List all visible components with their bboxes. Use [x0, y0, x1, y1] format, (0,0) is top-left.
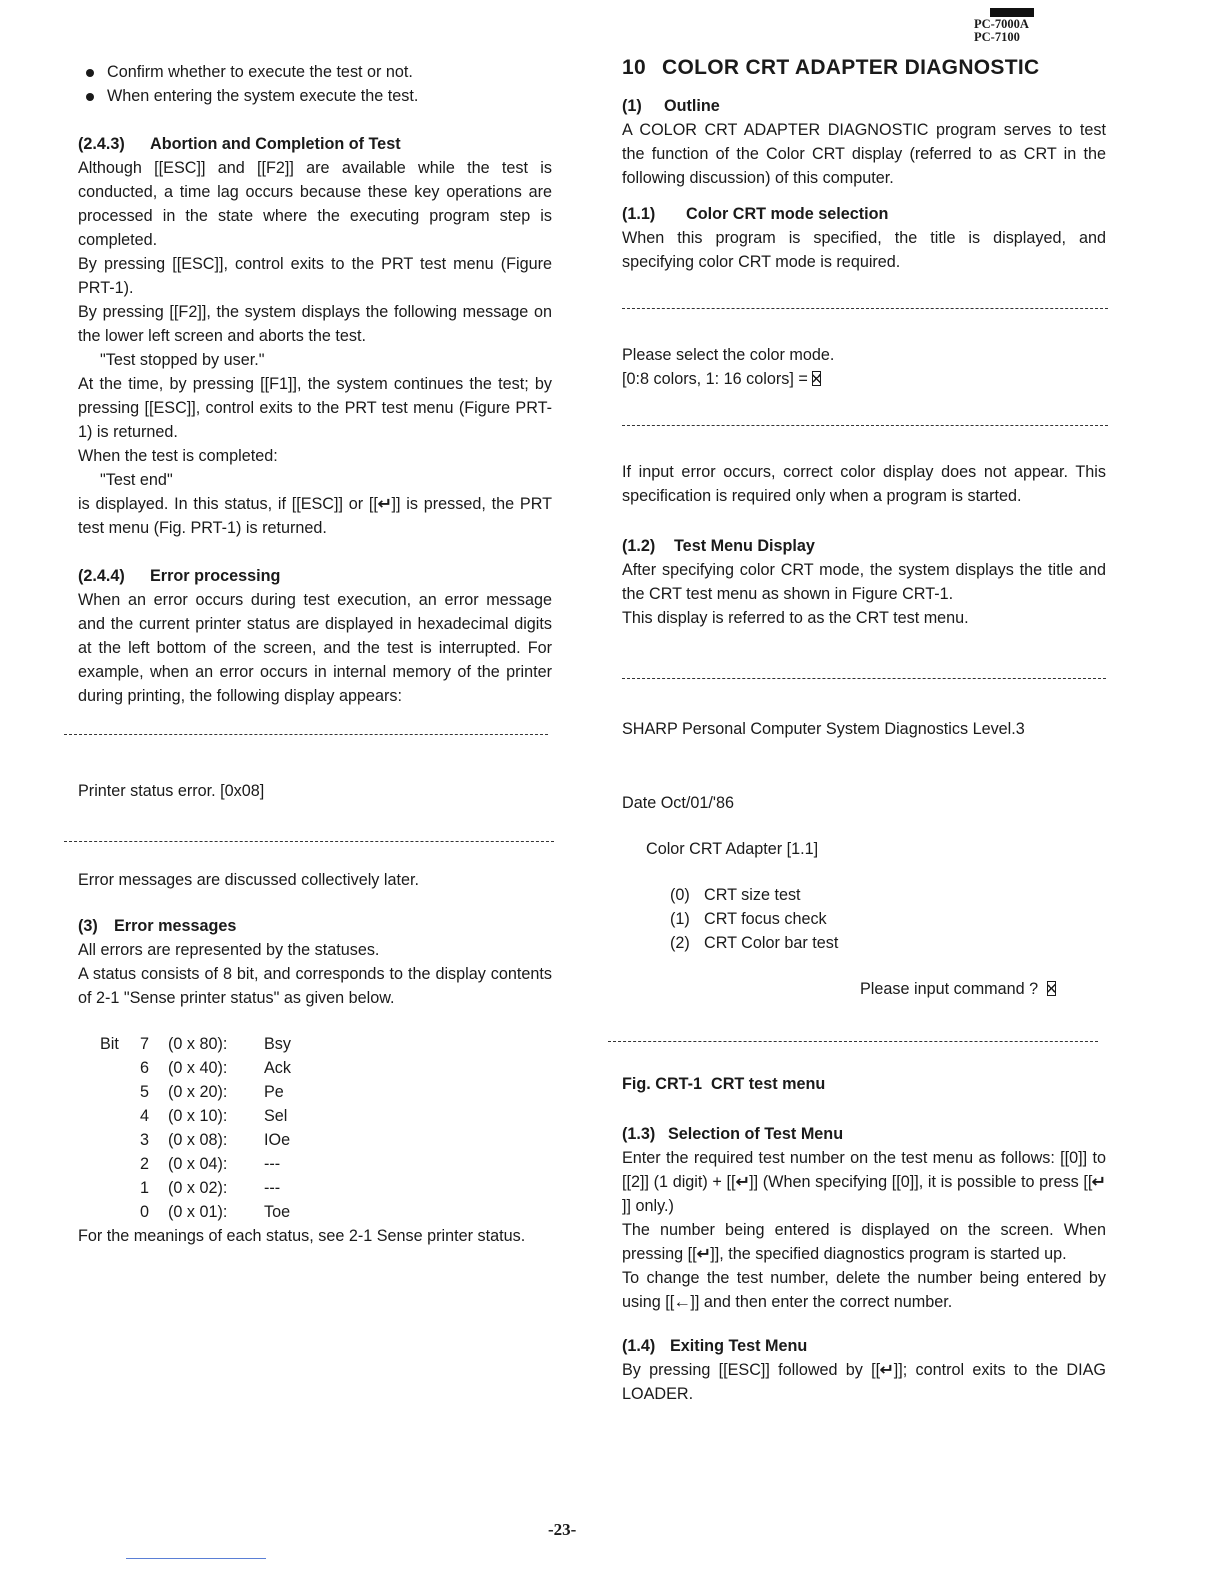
cursor-block-icon — [1047, 981, 1056, 996]
bit-number: 5 — [140, 1083, 150, 1101]
text-run: ]] (When specifying [[0]], it is possible to press [[ — [749, 1173, 1093, 1191]
text-run: ]] and then enter the correct number. — [690, 1293, 953, 1311]
footer-rule — [126, 1558, 266, 1559]
menu-item-label: CRT Color bar test — [704, 934, 839, 952]
section-number: (1.3) — [622, 1125, 656, 1143]
section-heading-1-2 — [622, 534, 1106, 558]
bit-hex: (0 x 40): — [168, 1059, 228, 1077]
chapter-number: 10 — [622, 56, 646, 79]
menu-item-label: CRT focus check — [704, 910, 827, 928]
text-run: is displayed. In this status, if [[ESC]] or [[ — [78, 495, 378, 513]
menu-item-label: CRT size test — [704, 886, 801, 904]
screen-divider-top — [622, 678, 1106, 679]
bit-number: 4 — [140, 1107, 150, 1125]
crt-menu — [622, 883, 1106, 955]
paragraph: At the time, by pressing [[F1]], the system continues the test; by pressing [[ESC]], control exits to the PRT test menu (Figure PRT-1) is returned. — [78, 375, 552, 441]
bit-hex: (0 x 10): — [168, 1107, 228, 1125]
section-title: Error processing — [150, 567, 281, 585]
paragraph: If input error occurs, correct color display does not appear. This specification is required only when a program is started. — [622, 463, 1106, 505]
menu-item — [670, 907, 1106, 931]
paragraph — [622, 1266, 1106, 1314]
text-run: ]]; control exits to the DIAG LOADER. — [622, 1361, 1106, 1403]
section-number: (1) — [622, 97, 642, 115]
paragraph: By pressing [[ESC]], control exits to the PRT test menu (Figure PRT-1). — [78, 255, 552, 297]
section-heading-1-3 — [622, 1122, 1106, 1146]
bit-hex: (0 x 08): — [168, 1131, 228, 1149]
screen-date: Date Oct/01/'86 — [622, 794, 734, 812]
bit-name: Ack — [264, 1059, 291, 1077]
menu-item — [670, 931, 1106, 955]
model-header — [974, 18, 1029, 44]
right-column — [622, 56, 1106, 1406]
screen-text: Printer status error. [0x08] — [78, 782, 265, 800]
bit-name: Bsy — [264, 1035, 291, 1053]
bullet-item: When entering the system execute the test. — [78, 84, 552, 108]
menu-item-id: (0) — [670, 886, 690, 904]
screen-text: Please select the color mode. — [622, 346, 835, 364]
command-prompt — [622, 977, 1106, 1001]
model-b: PC-7100 — [974, 30, 1020, 44]
section-heading-3 — [78, 914, 552, 938]
text-run: ]], the specified diagnostics program is started up. — [710, 1245, 1067, 1263]
quoted-message: "Test end" — [100, 471, 173, 489]
bit-name: Toe — [264, 1203, 291, 1221]
screen-divider-bottom — [608, 1041, 1098, 1042]
section-heading-2-4-4 — [78, 564, 552, 588]
text-run: The number being entered is displayed on the screen. When pressing [[ — [622, 1221, 1106, 1263]
bit-row — [100, 1176, 552, 1200]
backspace-key-icon: ← — [673, 1293, 692, 1311]
text-run: ]] only.) — [622, 1197, 674, 1215]
bit-name: Sel — [264, 1107, 288, 1125]
page-number: -23- — [548, 1520, 577, 1539]
enter-key-icon: ↵ — [377, 495, 393, 513]
bit-row — [100, 1032, 552, 1056]
screen-text — [622, 367, 1106, 391]
bit-row — [100, 1080, 552, 1104]
bit-hex: (0 x 04): — [168, 1155, 228, 1173]
paragraph: Although [[ESC]] and [[F2]] are available while the test is conducted, a time lag occurs because these key operations are processed in the state where the executing program step is completed. — [78, 159, 552, 249]
bit-row — [100, 1104, 552, 1128]
section-title: Error messages — [114, 917, 237, 935]
bit-table — [78, 1032, 552, 1224]
bit-number: 6 — [140, 1059, 150, 1077]
screen-divider-top — [64, 734, 548, 735]
paragraph: A status consists of 8 bit, and corresponds to the display contents of 2-1 "Sense printer status" as given below. — [78, 965, 552, 1007]
section-title: Test Menu Display — [674, 537, 815, 555]
bit-hex: (0 x 80): — [168, 1035, 228, 1053]
paragraph: Error messages are discussed collectively later. — [78, 871, 419, 889]
section-number: (2.4.4) — [78, 567, 125, 585]
paragraph: After specifying color CRT mode, the system displays the title and the CRT test menu as shown in Figure CRT-1. — [622, 561, 1106, 603]
screen-divider-bottom — [64, 841, 554, 842]
left-column — [78, 56, 552, 1248]
text-run: By pressing [[ESC]] followed by [[ — [622, 1361, 881, 1379]
paragraph: By pressing [[F2]], the system displays the following message on the lower left screen and aborts the test. — [78, 303, 552, 345]
section-number: (3) — [78, 917, 98, 935]
paragraph: When this program is specified, the title is displayed, and specifying color CRT mode is required. — [622, 229, 1106, 271]
section-heading-1 — [622, 94, 1106, 118]
bit-name: Pe — [264, 1083, 284, 1101]
screen-divider-bottom — [622, 425, 1108, 426]
screen-prompt: [0:8 colors, 1: 16 colors] = — [622, 370, 808, 388]
section-number: (2.4.3) — [78, 135, 125, 153]
enter-key-icon: ↵ — [879, 1361, 895, 1379]
bit-row — [100, 1152, 552, 1176]
quoted-message: "Test stopped by user." — [100, 351, 265, 369]
cursor-block-icon — [812, 371, 821, 386]
paragraph: When the test is completed: — [78, 447, 278, 465]
section-title: Abortion and Completion of Test — [150, 135, 401, 153]
bit-label: Bit — [100, 1035, 119, 1053]
chapter-title — [622, 56, 1106, 80]
enter-key-icon: ↵ — [734, 1173, 750, 1191]
text-run: To change the test number, delete the number being entered by using [[ — [622, 1269, 1106, 1311]
section-heading-1-1 — [622, 202, 1106, 226]
section-title: Exiting Test Menu — [670, 1337, 808, 1355]
enter-key-icon: ↵ — [1091, 1173, 1107, 1191]
text-run: ]] is pressed, the PRT test menu (Fig. PRT-1) is returned. — [78, 495, 552, 537]
bit-row — [100, 1200, 552, 1224]
model-a: PC-7000A — [974, 17, 1029, 31]
text-run: Enter the required test number on the test menu as follows: [[0]] to [[2]] (1 digit) + [[ — [622, 1149, 1106, 1191]
bit-row — [100, 1056, 552, 1080]
paragraph: A COLOR CRT ADAPTER DIAGNOSTIC program serves to test the function of the Color CRT display (referred to as CRT in the following discussion) of this computer. — [622, 121, 1106, 187]
paragraph — [622, 1218, 1106, 1266]
bit-number: 2 — [140, 1155, 150, 1173]
section-heading-1-4 — [622, 1334, 1106, 1358]
bit-name: IOe — [264, 1131, 291, 1149]
screen-divider-top — [622, 308, 1108, 309]
menu-item — [670, 883, 1106, 907]
section-number: (1.4) — [622, 1337, 656, 1355]
paragraph: This display is referred to as the CRT test menu. — [622, 609, 969, 627]
bit-number: 1 — [140, 1179, 150, 1197]
paragraph: All errors are represented by the statuses. — [78, 941, 380, 959]
screen-title: SHARP Personal Computer System Diagnostics Level.3 — [622, 720, 1025, 738]
bit-hex: (0 x 02): — [168, 1179, 228, 1197]
screen-adapter: Color CRT Adapter [1.1] — [646, 840, 819, 858]
bit-number: 0 — [140, 1203, 150, 1221]
paragraph — [78, 492, 552, 540]
section-title: Outline — [664, 97, 720, 115]
menu-item-id: (1) — [670, 910, 690, 928]
section-number: (1.2) — [622, 537, 656, 555]
header-bar — [990, 8, 1034, 17]
bit-row — [100, 1128, 552, 1152]
bit-name: --- — [264, 1179, 281, 1197]
paragraph: For the meanings of each status, see 2-1 Sense printer status. — [78, 1227, 526, 1245]
chapter-title-text: COLOR CRT ADAPTER DIAGNOSTIC — [662, 56, 1040, 79]
bit-number: 7 — [140, 1035, 150, 1053]
paragraph — [622, 1358, 1106, 1406]
bullet-item: Confirm whether to execute the test or not. — [78, 60, 552, 84]
bit-number: 3 — [140, 1131, 150, 1149]
paragraph: When an error occurs during test execution, an error message and the current printer status are displayed in hexadecimal digits at the left bottom of the screen, and the test is interrupted. For example, when an error occurs in internal memory of the printer during printing, the following display appears: — [78, 591, 552, 705]
menu-item-id: (2) — [670, 934, 690, 952]
prompt-text: Please input command ? — [860, 980, 1039, 998]
bit-hex: (0 x 20): — [168, 1083, 228, 1101]
figure-caption: Fig. CRT-1 CRT test menu — [622, 1075, 826, 1093]
section-title: Selection of Test Menu — [668, 1125, 844, 1143]
enter-key-icon: ↵ — [696, 1245, 711, 1263]
section-title: Color CRT mode selection — [686, 205, 889, 223]
section-heading-2-4-3 — [78, 132, 552, 156]
paragraph — [622, 1146, 1106, 1218]
bit-hex: (0 x 01): — [168, 1203, 228, 1221]
section-number: (1.1) — [622, 205, 656, 223]
bit-name: --- — [264, 1155, 281, 1173]
